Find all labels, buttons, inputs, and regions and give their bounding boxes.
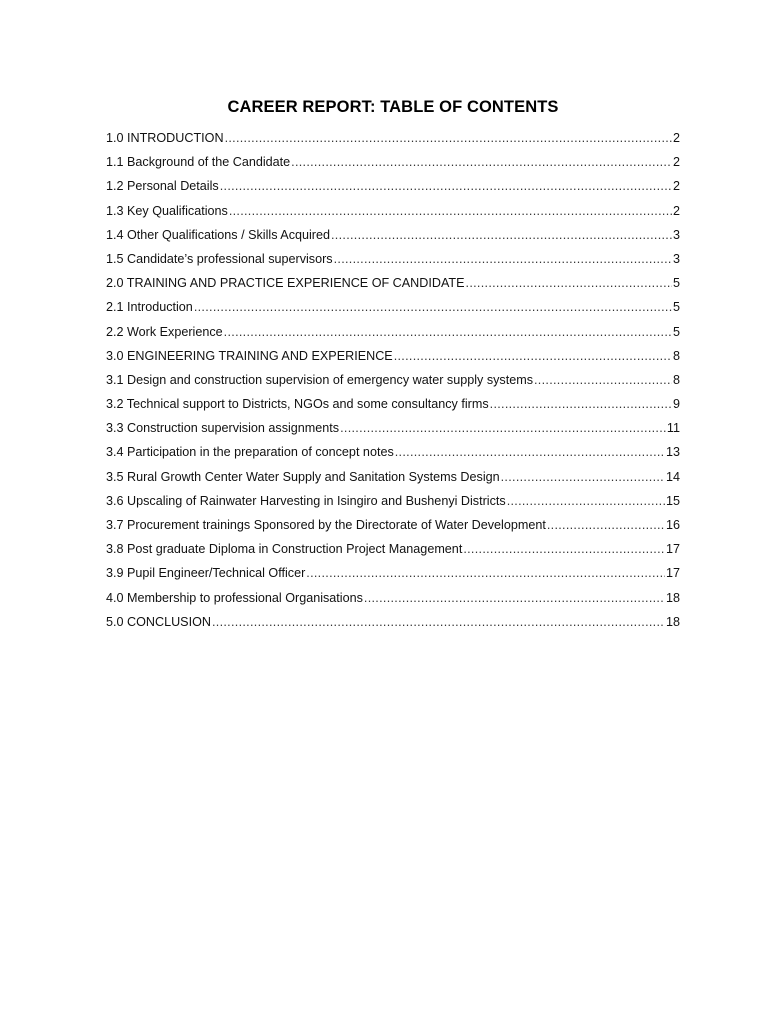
toc-entry — [106, 467, 680, 491]
toc-leader-dots — [463, 539, 665, 559]
toc-entry — [106, 225, 680, 249]
toc-entry-page: 13 — [665, 445, 680, 460]
toc-entry — [106, 442, 680, 466]
toc-entry-page: 2 — [672, 179, 680, 194]
toc-leader-dots — [534, 370, 672, 390]
toc-entry-page: 8 — [672, 348, 680, 363]
toc-entry-page: 2 — [672, 131, 680, 145]
toc-entry-label: 3.3 Construction supervision assignments — [106, 421, 340, 436]
toc-entry-page: 5 — [672, 276, 680, 291]
toc-leader-dots — [291, 152, 672, 172]
toc-leader-dots — [395, 442, 665, 462]
toc-leader-dots — [220, 176, 672, 196]
toc-entry — [106, 515, 680, 539]
toc-entry-label: 3.8 Post graduate Diploma in Construction Project Management — [106, 542, 463, 557]
toc-entry-label: 3.0 ENGINEERING TRAINING AND EXPERIENCE — [106, 348, 393, 363]
table-of-contents — [106, 128, 680, 636]
toc-leader-dots — [224, 322, 672, 342]
toc-leader-dots — [331, 225, 672, 245]
toc-entry — [106, 394, 680, 418]
toc-entry — [106, 418, 680, 442]
toc-leader-dots — [507, 491, 665, 511]
toc-entry — [106, 491, 680, 515]
toc-leader-dots — [340, 418, 666, 438]
toc-entry — [106, 346, 680, 370]
toc-entry-label: 3.4 Participation in the preparation of concept notes — [106, 445, 394, 460]
toc-entry-page: 17 — [665, 566, 680, 581]
toc-entry-page: 3 — [672, 227, 680, 242]
toc-entry — [106, 539, 680, 563]
toc-leader-dots — [212, 612, 665, 632]
page-title: CAREER REPORT: TABLE OF CONTENTS — [227, 98, 559, 116]
toc-leader-dots — [547, 515, 665, 535]
toc-entry-label: 1.2 Personal Details — [106, 179, 219, 194]
toc-entry — [106, 273, 680, 297]
toc-leader-dots — [194, 297, 672, 317]
toc-entry-page: 11 — [666, 421, 680, 436]
toc-leader-dots — [394, 346, 672, 366]
toc-leader-dots — [501, 467, 665, 487]
toc-entry-page: 2 — [672, 155, 680, 170]
toc-entry-page: 3 — [672, 251, 680, 266]
toc-leader-dots — [466, 273, 672, 293]
toc-entry-page: 16 — [665, 518, 680, 532]
toc-entry-label: 3.9 Pupil Engineer/Technical Officer — [106, 566, 306, 581]
toc-entry-page: 5 — [672, 300, 680, 315]
toc-entry-label: 1.4 Other Qualifications / Skills Acquired — [106, 227, 330, 242]
toc-entry-label: 1.3 Key Qualifications — [106, 203, 228, 218]
toc-entry-label: 2.2 Work Experience — [106, 324, 223, 339]
toc-entry — [106, 297, 680, 321]
toc-entry-label: 3.1 Design and construction supervision of emergency water supply systems — [106, 372, 533, 387]
toc-entry-page: 9 — [672, 397, 680, 412]
toc-entry-label: 3.7 Procurement trainings Sponsored by the Directorate of Water Development — [106, 518, 546, 532]
toc-entry-page: 17 — [665, 542, 680, 557]
toc-entry-label: 1.5 Candidate’s professional supervisors — [106, 251, 333, 266]
toc-leader-dots — [229, 201, 672, 221]
toc-entry-label: 3.5 Rural Growth Center Water Supply and Sanitation Systems Design — [106, 469, 500, 484]
toc-entry — [106, 249, 680, 273]
toc-entry-page: 18 — [665, 614, 680, 629]
toc-entry — [106, 322, 680, 346]
toc-entry-page: 8 — [672, 372, 680, 387]
toc-entry-label: 2.1 Introduction — [106, 300, 193, 315]
toc-entry — [106, 612, 680, 636]
toc-entry-label: 2.0 TRAINING AND PRACTICE EXPERIENCE OF CANDIDATE — [106, 276, 465, 291]
toc-entry-label: 3.2 Technical support to Districts, NGOs and some consultancy firms — [106, 397, 489, 412]
toc-entry — [106, 176, 680, 200]
toc-leader-dots — [334, 249, 672, 269]
toc-leader-dots — [364, 588, 665, 608]
toc-entry-page: 5 — [672, 324, 680, 339]
toc-entry — [106, 128, 680, 152]
toc-entry-label: 1.0 INTRODUCTION — [106, 131, 224, 145]
toc-entry-page: 2 — [672, 203, 680, 218]
toc-entry — [106, 201, 680, 225]
toc-entry — [106, 370, 680, 394]
toc-entry — [106, 588, 680, 612]
toc-entry-page: 15 — [665, 493, 680, 508]
toc-leader-dots — [225, 128, 672, 148]
toc-leader-dots — [490, 394, 672, 414]
toc-entry-label: 4.0 Membership to professional Organisations — [106, 590, 363, 605]
toc-entry-label: 3.6 Upscaling of Rainwater Harvesting in Isingiro and Bushenyi Districts — [106, 493, 506, 508]
toc-entry — [106, 563, 680, 587]
toc-entry-label: 5.0 CONCLUSION — [106, 614, 211, 629]
toc-entry-page: 14 — [665, 469, 680, 484]
toc-leader-dots — [306, 563, 665, 583]
toc-entry — [106, 152, 680, 176]
toc-entry-page: 18 — [665, 590, 680, 605]
toc-entry-label: 1.1 Background of the Candidate — [106, 155, 291, 170]
